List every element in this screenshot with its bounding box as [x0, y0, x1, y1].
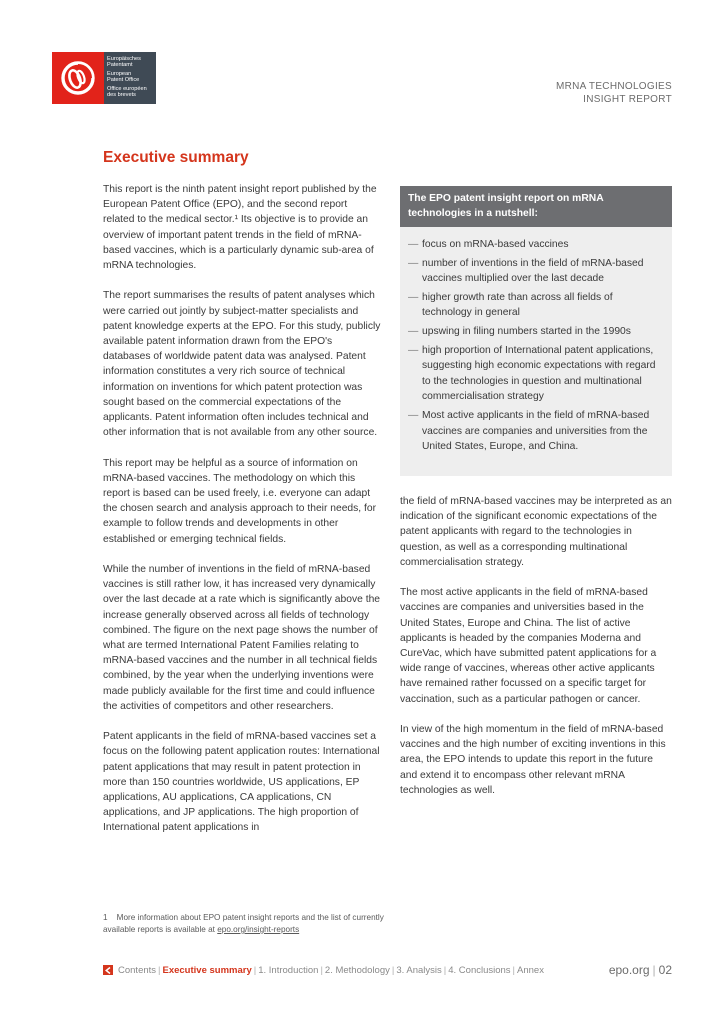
footer-nav: Contents | Executive summary | 1. Introduction | 2. Methodology | 3. Analysis | 4. Conclusions | Annex: [118, 964, 544, 976]
report-header: [556, 80, 672, 106]
nav-conclusions[interactable]: 4. Conclusions: [448, 964, 511, 976]
nav-annex[interactable]: Annex: [517, 964, 544, 976]
nav-analysis[interactable]: 3. Analysis: [396, 964, 442, 976]
report-header-line1: MRNA TECHNOLOGIES: [555, 81, 672, 92]
list-item: — Most active applicants in the field of mRNA-based vaccines are companies and universities from the United States, Europe, and China.: [408, 408, 662, 455]
paragraph: While the number of inventions in the field of mRNA-based vaccines is still rather low, it has increased very dynamically over the last decade at a rate which is significantly above the increase generally observed across all fields of technology combined. The figure on the next page shows the number of what are termed International Patent Families relating to mRNA-based vaccines and the number in all technical fields combined, by the year when the underlying inventions were made publicly available for the first time and could influence the activities of competitors and other researchers.: [103, 564, 381, 712]
list-item: — focus on mRNA-based vaccines: [408, 237, 662, 253]
page-indicator: epo.org | 02: [608, 963, 672, 977]
nav-introduction[interactable]: 1. Introduction: [258, 964, 319, 976]
site-link[interactable]: epo.org: [608, 963, 650, 977]
footnote-number: 1: [103, 913, 108, 922]
dash-icon: —: [408, 409, 419, 421]
nutshell-box-title: The EPO patent insight report on mRNA technologies in a nutshell:: [400, 186, 672, 227]
paragraph: This report may be helpful as a source of information on mRNA-based vaccines. The methodology on which this report is based can be used freely, i.e. everyone can adapt the chosen search and analysis approach to their needs, for example to follow trends and developments in other established or emerging technical fields.: [103, 457, 377, 545]
footnote: [103, 912, 403, 936]
page-title: Executive summary: [103, 149, 249, 166]
paragraph: The report summarises the results of patent analyses which were carried out jointly by subject-matter specialists and patent knowledge experts at the EPO. For this study, publicly available patent information drawn from the EPO's databases of worldwide patent data was analysed. Patent information constitutes a very rich source of technical information on inventions for which patent protection was sought based on the commercial expectations of the applicants. Patent information often includes technical and other information that is not available from any other source.: [103, 290, 381, 439]
list-item: — higher growth rate than across all fields of technology in general: [408, 290, 662, 321]
nav-methodology[interactable]: 2. Methodology: [324, 964, 390, 976]
list-item: — number of inventions in the field of mRNA-based vaccines multiplied over the last decade: [408, 256, 662, 287]
paragraph: The most active applicants in the field of mRNA-based vaccines are companies and universities based in the United States, Europe and China. The list of active applicants is headed by the companies Moderna and CureVac, which have submitted patent applications for a wide range of vaccines, whereas other active applicants have remained rather focussed on a specific target for vaccination, such as a particular pathogen or cancer.: [400, 587, 657, 705]
nav-contents[interactable]: Contents: [118, 964, 157, 976]
paragraph: In view of the high momentum in the field of mRNA-based vaccines and the high number of exciting inventions in this area, the EPO intends to update this report in the future and extend it to encompass other relevant mRNA technologies as well.: [400, 724, 666, 796]
paragraph: This report is the ninth patent insight report published by the European Patent Office (EPO), and the second report related to the medical sector.¹ Its objective is to provide an overview of important patent trends in the field of mRNA-based vaccines, which is a particularly dynamic sub-area of mRNA technologies.: [103, 184, 377, 272]
dash-icon: —: [408, 257, 419, 269]
left-column: [103, 182, 381, 851]
footnote-link[interactable]: epo.org/insight-reports: [217, 925, 300, 934]
paragraph: the field of mRNA-based vaccines may be interpreted as an indication of the significant economic expectations of the patent applicants with regard to the technologies in question, as well as a corresponding multinational commercialisation strategy.: [400, 496, 672, 568]
right-column: [400, 494, 672, 813]
epo-logo-text: Europäisches Patentamt European Patent Office Office européen des brevets: [104, 52, 156, 104]
dash-icon: —: [408, 291, 419, 303]
page-number: 02: [658, 963, 672, 977]
dash-icon: —: [408, 325, 419, 337]
epo-logo-icon: [52, 52, 104, 104]
nutshell-box: [400, 186, 672, 476]
report-header-line2: INSIGHT REPORT: [583, 94, 672, 105]
list-item: — high proportion of International patent applications, suggesting high economic expectations with regard to the technologies in question and multinational commercialisation strategy: [408, 343, 662, 405]
nutshell-list: [400, 227, 672, 455]
dash-icon: —: [408, 239, 419, 250]
footer-nav-bar: [103, 962, 672, 978]
paragraph: Patent applicants in the field of mRNA-based vaccines set a focus on the following patent application routes: International patent applications that may result in patent protection in more than 150 countries worldwide, US applications, EP applications, AU applications, CA applications, CN applications, and JP applications. The high proportion of International patent applications in: [103, 731, 380, 834]
footnote-text: More information about EPO patent insight reports and the list of currently available reports is available at: [103, 913, 384, 934]
dash-icon: —: [408, 344, 419, 356]
list-item: — upswing in filing numbers started in the 1990s: [408, 324, 662, 340]
back-arrow-icon[interactable]: [103, 965, 113, 975]
nav-executive-summary[interactable]: Executive summary: [162, 964, 252, 976]
epo-logo: [52, 52, 156, 104]
